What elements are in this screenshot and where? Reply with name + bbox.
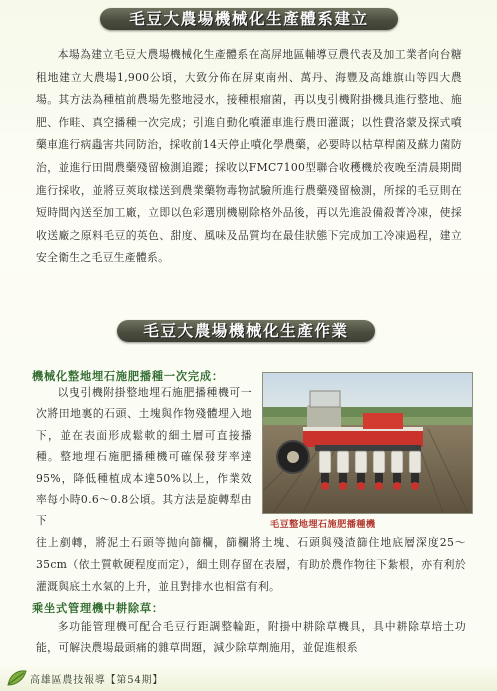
section-title-system: 毛豆大農場機械化生產體系建立: [100, 8, 398, 30]
section-title-operations: 毛豆大農場機械化生產作業: [117, 320, 375, 342]
footer-issue-label: 高雄區農技報導【第54期】: [30, 675, 164, 686]
photo-caption: 毛豆整地埋石施肥播種機: [270, 519, 376, 530]
tillage-paragraph-wrapped: 以曳引機附掛整地埋石施肥播種機可一次將田地裏的石頭、土塊與作物殘體埋入地下，並在表面形成鬆軟的細土層可直接播種。整地埋石施肥播種機可確保發芽率達95%，降低種植成本達50%以上，作業效率每小時0.6～0.8公頃。其方法是旋轉犁由下: [36, 386, 252, 528]
section-system-paragraph: 本場為建立毛豆大農場機械化生產體系在高屏地區輔導豆農代表及加工業者向台糖租地建立大農場1,900公頃，大致分佈在屏東南州、萬丹、海豐及高雄旗山等四大農場。其方法為種植前農場先整地浸水，接種根瘤菌，再以曳引機附掛機具進行整地、施肥、作畦、真空播種一次完成；引進自動化噴灌車進行農田灌溉；以性費洛蒙及探式噴藥車進行病蟲害共同防治，採收前14天停止噴化學農藥，必要時以枯草桿菌及蘇力菌防治，並進行田間農藥殘留檢測追蹤；採收以FMC7100型聯合收穫機於夜晚至清晨期間進行採收，並將豆莢取樣送到農業藥物毒物試驗所進行農藥殘留檢測，所採的毛豆則在短時間內送至加工廠，立即以色彩選別機剔除格外品後，再以先進設備殺菁冷凍，使採收送廠之原料毛豆的英色、甜度、風味及品質均在最佳狀態下完成加工冷凍過程，建立安全衛生之毛豆生產體系。: [36, 48, 462, 265]
subheading-tillage-seeding: 機械化整地埋石施肥播種一次完成：: [32, 370, 224, 383]
leaf-icon: [6, 668, 28, 688]
seeder-illustration: [263, 373, 472, 513]
tillage-paragraph-full: 往上剷轉，將泥土石頭等抛向篩欄，篩欄將土塊、石頭與殘渣篩住地底層深度25～35cm（依土質軟硬程度而定），細土則存留在表層，有助於農作物往下紮根，亦有利於灌溉與底土水氣的上升，並且對排水也相當有利。: [36, 536, 466, 593]
seeder-photo: [262, 372, 473, 514]
weeding-paragraph: 多功能管理機可配合毛豆行距調整輪距，附掛中耕除草機具，具中耕除草培土功能，可解決農場最頭痛的雜草問題，減少除草劑施用，並促進根系: [36, 620, 466, 655]
subheading-weeding: 乘坐式管理機中耕除草：: [32, 602, 164, 615]
